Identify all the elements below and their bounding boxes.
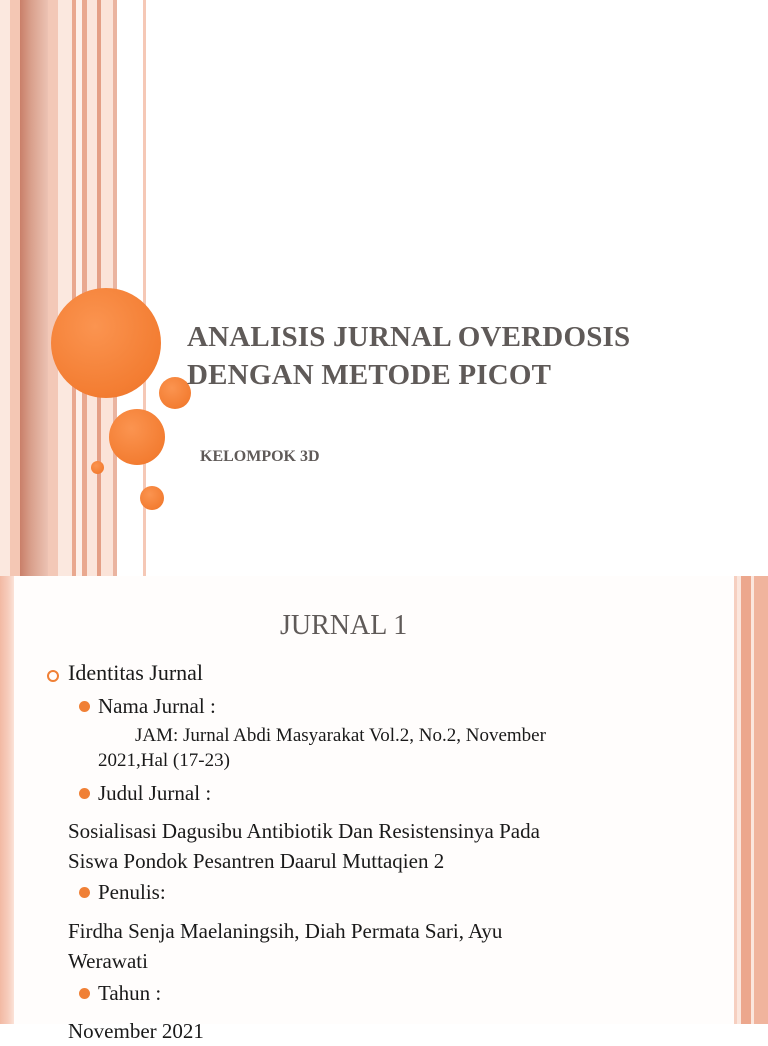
dot-bullet-icon xyxy=(79,788,90,799)
decorative-stripes xyxy=(0,0,150,576)
title-line-2: DENGAN METODE PICOT xyxy=(187,359,552,391)
penulis-label: Penulis: xyxy=(98,880,166,904)
small-circle-decoration xyxy=(140,486,164,510)
large-circle-decoration xyxy=(51,288,161,398)
dot-bullet-icon xyxy=(79,988,90,999)
slide-subtitle: KELOMPOK 3D xyxy=(200,448,320,465)
tahun-value: November 2021 xyxy=(68,1019,204,1043)
left-border-decoration xyxy=(0,576,14,1024)
identitas-heading: Identitas Jurnal xyxy=(68,660,204,685)
dot-bullet-icon xyxy=(79,701,90,712)
penulis-line-1: Firdha Senja Maelaningsih, Diah Permata Sari, Ayu xyxy=(68,919,503,943)
ring-bullet-icon xyxy=(47,670,59,682)
nama-jurnal-line-1: JAM: Jurnal Abdi Masyarakat Vol.2, No.2, November xyxy=(135,725,546,746)
judul-jurnal-line-1: Sosialisasi Dagusibu Antibiotik Dan Resistensinya Pada xyxy=(68,819,540,843)
dot-bullet-icon xyxy=(79,887,90,898)
tiny-circle-decoration xyxy=(91,461,104,474)
medium-circle-decoration xyxy=(109,409,165,465)
slide-title xyxy=(187,318,747,394)
right-stripes-decoration xyxy=(734,576,768,1024)
judul-jurnal-label: Judul Jurnal : xyxy=(98,781,212,805)
judul-jurnal-line-2: Siswa Pondok Pesantren Daarul Muttaqien 2 xyxy=(68,849,445,873)
nama-jurnal-line-2: 2021,Hal (17-23) xyxy=(98,750,230,771)
tahun-label: Tahun : xyxy=(98,981,162,1005)
slide-title: JURNAL 1 xyxy=(280,610,408,641)
content-slide xyxy=(0,576,768,1043)
title-line-1: ANALISIS JURNAL OVERDOSIS xyxy=(187,321,631,353)
penulis-line-2: Werawati xyxy=(68,949,148,973)
nama-jurnal-label: Nama Jurnal : xyxy=(98,694,216,718)
